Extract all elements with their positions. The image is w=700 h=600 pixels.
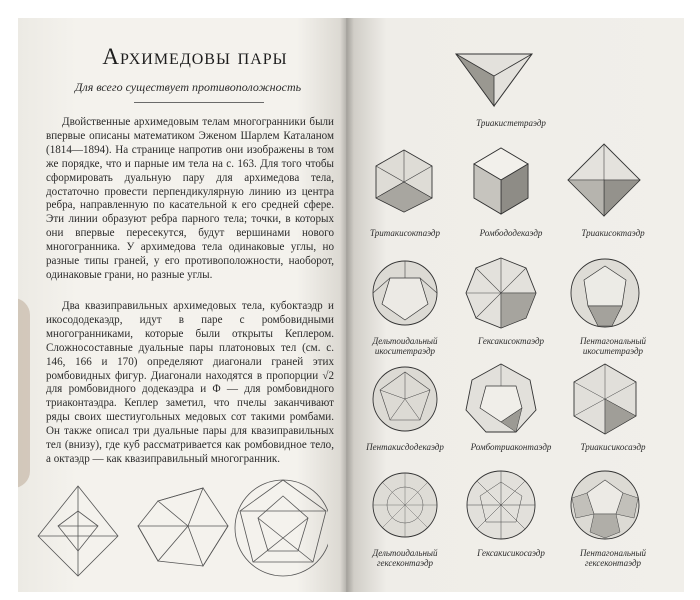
page-subtitle: Для всего существует противоположность [74, 80, 302, 94]
rhombic-triacontahedron-icon [464, 362, 538, 436]
left-page [18, 18, 346, 592]
paragraph-1: Двойственные архимедовым телам многогранники были впервые описаны математиком Эженом Шарлем Каталаном (1814—1894). На странице напротив они изображены в том же порядке, что и парные им тела на с. 163. Для того чтобы сформировать дуальную пару для архимедова тела, достаточно провести перпендикулярную линию из центра ребра, направленную по касательной к его средней сфере. Эти линии образуют ребра парного тела; точки, в которых они впервые пересекутся, будут вершинами нового многогранника. У архимедова тела одинаковые углы, но разные типы граней, у его противоположности, наоборот, одинаковые грани, но разные углы. [46, 116, 334, 281]
label-deltoidal-icositetrahedron: Дельтоидальный икоситетраэдр [372, 336, 438, 356]
triakis-octahedron-icon [566, 142, 642, 218]
label-deltoidal-hexecontahedron: Дельтоидальный гексеконтаэдр [372, 548, 438, 568]
book-spread [18, 18, 684, 592]
label-tetrakis-hexahedron: Тритакисоктаэдр [370, 228, 440, 238]
dual-pairs-figures [28, 466, 328, 586]
triakis-icosahedron-icon [568, 362, 642, 436]
pentagonal-hexecontahedron-icon [568, 468, 642, 542]
title-divider [134, 102, 264, 103]
triakis-tetrahedron-icon [454, 48, 534, 108]
label-rhombic-dodecahedron: Ромбододекаэдр [479, 228, 543, 238]
icosidodecahedron-figure [235, 480, 328, 576]
cuboctahedron-figure [138, 488, 228, 566]
right-page [346, 18, 684, 592]
reader-thumb [18, 298, 30, 488]
label-hexakis-icosahedron: Гексакисикосаэдр [477, 548, 545, 558]
label-pentagonal-icositetrahedron: Пентагональный икоситетраэдр [579, 336, 647, 356]
label-triakis-icosahedron: Триакисикосаэдр [580, 442, 646, 452]
label-hexakis-octahedron: Гексакисоктаэдр [477, 336, 545, 346]
book-gutter [340, 18, 354, 592]
pentagonal-icositetrahedron-icon [568, 256, 642, 330]
label-triakis-octahedron: Триакисоктаэдр [581, 228, 645, 238]
label-triakis-tetrahedron: Триакистетраэдр [476, 118, 546, 128]
page-title: Архимедовы пары [102, 44, 288, 69]
rhombic-dodecahedron-icon [464, 144, 538, 218]
deltoidal-hexecontahedron-icon [370, 470, 440, 540]
label-rhombic-triacontahedron: Ромботриаконтаэдр [470, 442, 552, 452]
hexakis-icosahedron-icon [464, 468, 538, 542]
deltoidal-icositetrahedron-icon [370, 258, 440, 328]
pentakis-dodecahedron-icon [370, 364, 440, 434]
cube-octahedron-pair-figure [38, 486, 118, 576]
paragraph-2: Два квазиправильных архимедовых тела, кубоктаэдр и икосододекаэдр, идут в паре с ромбовидными многогранниками, которые были открыты Кеплером. Сложносоставные дуальные пары платоновых тел (см. с. 146, 166 и 170) определяют диагонали граней этих ромбовидных фигур. Диагонали находятся в пропорции √2 для ромбовидного додекаэдра и Φ — для ромбовидного триаконтаэдра. Кеплер заметил, что пчелы заканчивают ряды своих шестиугольных медовых сот такими ромбами. Он также описал три дуальные пары для квазиправильных тел (внизу), где куб рассматривается как ромбовидное тело, а октаэдр — как квазиправильный многогранник. [46, 300, 334, 465]
label-pentakis-dodecahedron: Пентакисдодекаэдр [366, 442, 444, 452]
tetrakis-hexahedron-icon [370, 146, 438, 214]
label-pentagonal-hexecontahedron: Пентагональный гексеконтаэдр [579, 548, 647, 568]
hexakis-octahedron-icon [464, 256, 538, 330]
